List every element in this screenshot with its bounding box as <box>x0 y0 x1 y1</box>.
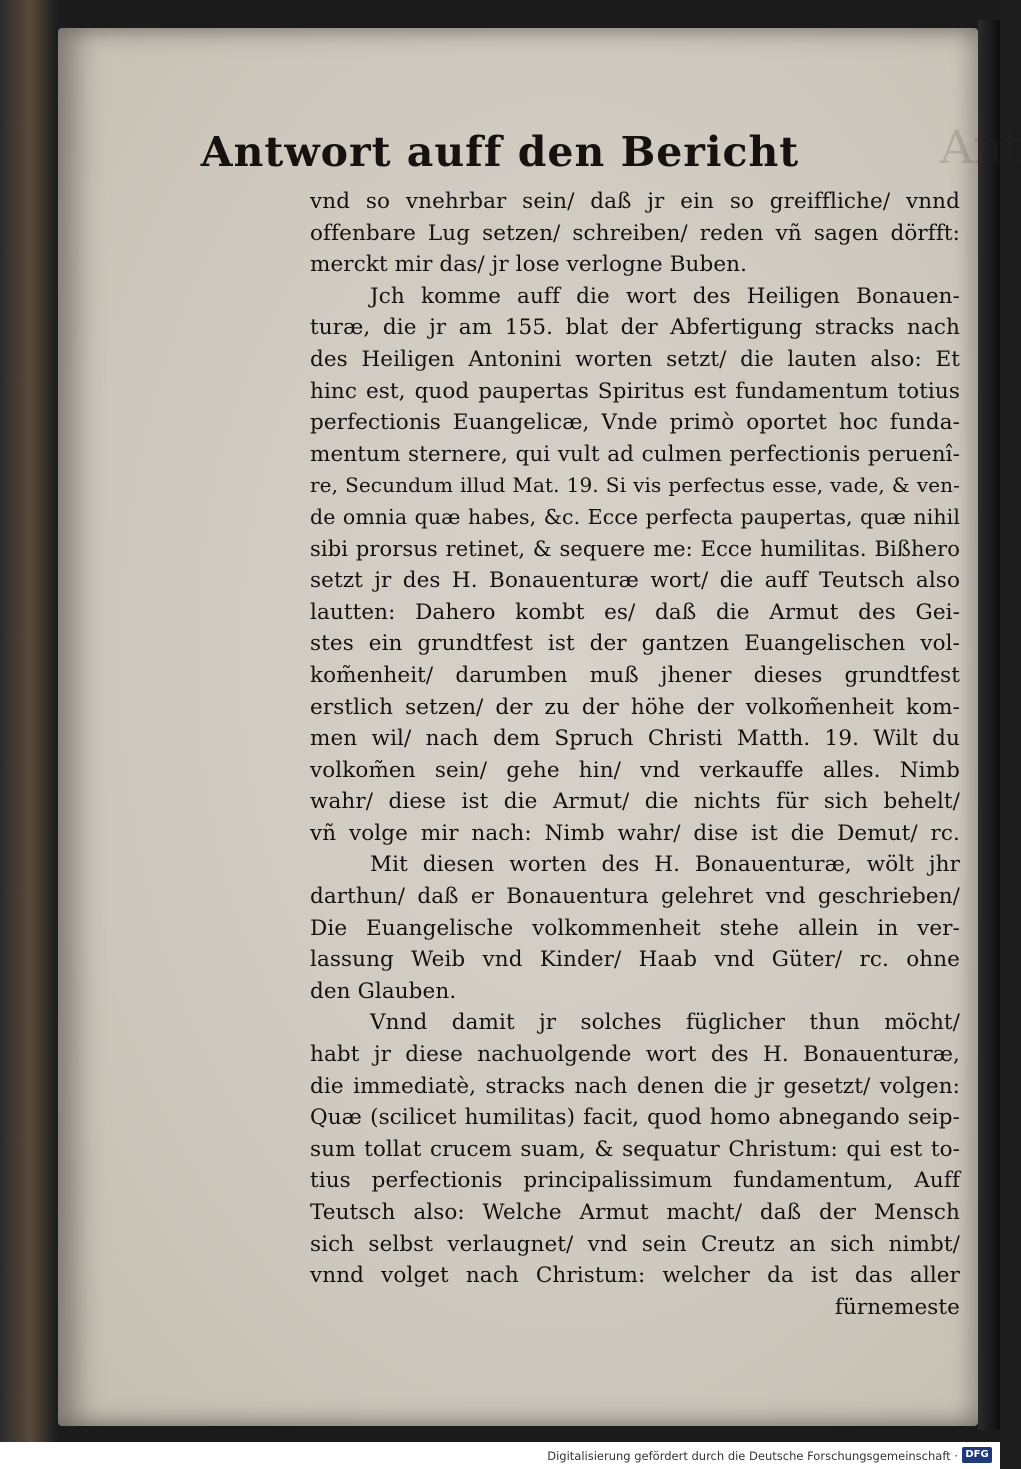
text-line: den Glauben. <box>310 978 457 1004</box>
text-line: hinc est, quod paupertas Spiritus est fundamentum totius <box>310 378 960 404</box>
text-line: volkom̃en sein/ gehe hin/ vnd verkauffe alles. Nimb <box>310 757 960 783</box>
page-edge <box>978 20 1000 1430</box>
running-head: Antwort auff den Bericht <box>200 128 800 176</box>
text-line: Teutsch also: Welche Armut macht/ daß der Mensch <box>310 1200 960 1225</box>
text-line: mentum sternere, qui vult ad culmen perfectionis peruenî- <box>310 441 960 467</box>
text-line: Die Euangelische volkommenheit stehe allein in ver- <box>310 915 960 941</box>
text-line: vñ volge mir nach: Nimb wahr/ dise ist die Demut/ rc. <box>310 820 960 846</box>
text-line: habt jr diese nachuolgende wort des H. Bonauenturæ, <box>310 1042 960 1068</box>
text-line: Mit diesen worten des H. Bonauenturæ, wölt jhr <box>370 852 960 878</box>
bleed-through-text: Ant <box>940 120 1021 174</box>
text-line: sibi prorsus retinet, & sequere me: Ecce humilitas. Bißhero <box>310 536 960 561</box>
text-line: erstlich setzen/ der zu der höhe der volkom̃enheit kom- <box>310 694 960 720</box>
text-line: lassung Weib vnd Kinder/ Haab vnd Güter/ rc. ohne <box>310 947 960 973</box>
text-line: vnnd volget nach Christum: welcher da ist das aller <box>310 1263 960 1289</box>
text-line: offenbare Lug setzen/ schreiben/ reden vñ sagen dörfft: <box>310 220 960 246</box>
text-line: Jch komme auff die wort des Heiligen Bonauen- <box>370 283 960 309</box>
text-line: turæ, die jr am 155. blat der Abfertigung stracks nach <box>310 315 960 341</box>
dfg-logo-icon: DFG <box>962 1447 992 1463</box>
text-line: sich selbst verlaugnet/ vnd sein Creutz an sich nimbt/ <box>310 1231 960 1257</box>
text-line: de omnia quæ habes, &c. Ecce perfecta paupertas, quæ nihil <box>310 504 960 529</box>
text-line: setzt jr des H. Bonauenturæ wort/ die auff Teutsch also <box>310 568 960 594</box>
text-line: wahr/ diese ist die Armut/ die nichts für sich behelt/ <box>310 789 960 815</box>
text-line: lautten: Dahero kombt es/ daß die Armut des Gei- <box>310 599 960 625</box>
text-line: sum tollat crucem suam, & sequatur Christum: qui est to- <box>310 1136 960 1162</box>
text-line: re, Secundum illud Mat. 19. Si vis perfectus esse, vade, & ven- <box>310 473 960 498</box>
body-text <box>310 186 960 1323</box>
text-line: darthun/ daß er Bonauentura gelehret vnd geschrieben/ <box>310 884 960 910</box>
text-line: kom̃enheit/ darumben muß jhener dieses grundtfest <box>310 662 960 688</box>
text-line: tius perfectionis principalissimum fundamentum, Auff <box>310 1168 960 1194</box>
text-line: merckt mir das/ jr lose verlogne Buben. <box>310 252 748 278</box>
text-line: perfectionis Euangelicæ, Vnde primò oportet hoc funda- <box>310 410 960 436</box>
text-line: des Heiligen Antonini worten setzt/ die lauten also: Et <box>310 346 960 372</box>
text-line: die immediatè, stracks nach denen die jr gesetzt/ volgen: <box>310 1073 960 1099</box>
text-line: stes ein grundtfest ist der gantzen Euangelischen vol- <box>310 631 960 657</box>
text-line: men wil/ nach dem Spruch Christi Matth. 19. Wilt du <box>310 726 960 752</box>
text-line: Vnnd damit jr solches füglicher thun möcht/ <box>370 1010 960 1036</box>
text-line: vnd so vnehrbar sein/ daß jr ein so greiffliche/ vnnd <box>310 189 960 214</box>
text-line: Quæ (scilicet humilitas) facit, quod homo abnegando seip- <box>310 1105 960 1131</box>
funding-credit: Digitalisierung gefördert durch die Deutsche Forschungsgemeinschaft · <box>547 1449 958 1463</box>
catchword: fürnemeste <box>834 1294 960 1320</box>
